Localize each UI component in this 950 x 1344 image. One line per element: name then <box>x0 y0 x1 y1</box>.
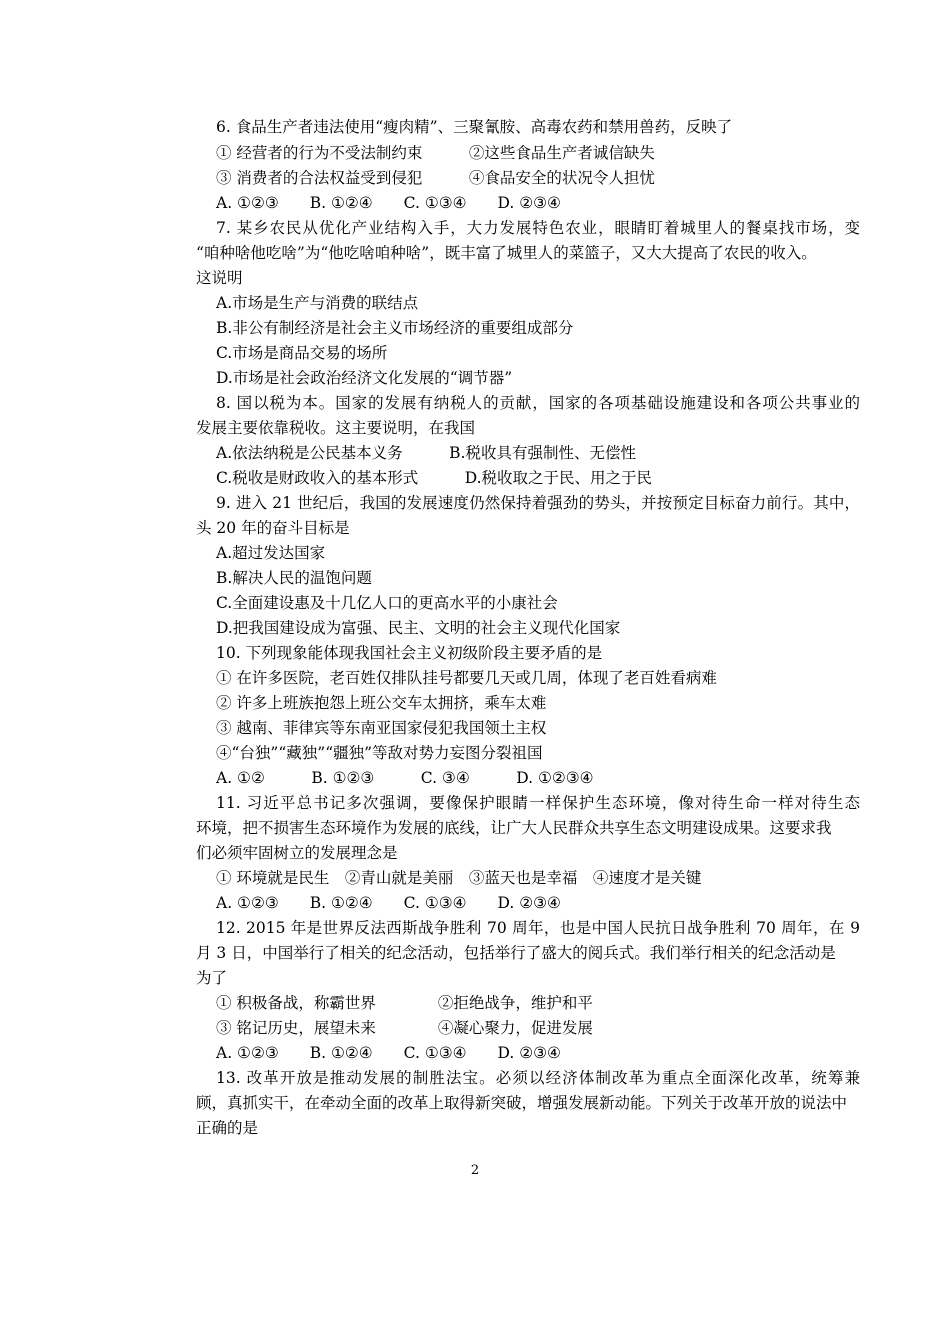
q9-option-a: A.超过发达国家 <box>216 544 326 562</box>
q12-answer-choices: A. ①②③ B. ①②④ C. ①③④ D. ②③④ <box>216 1044 561 1062</box>
q7-option-d: D.市场是社会政治经济文化发展的“调节器” <box>216 369 513 387</box>
q10-item-4: ④“台独”“藏独”“疆独”等敌对势力妄图分裂祖国 <box>216 744 543 762</box>
question-7-stem-line-2: “咱种啥他吃啥”为“他吃啥咱种啥”，既丰富了城里人的菜篮子，又大大提高了农民的收入。 <box>196 244 817 262</box>
question-7-stem-line-1: 7. 某乡农民从优化产业结构入手，大力发展特色农业，眼睛盯着城里人的餐桌找市场，变 <box>216 219 860 237</box>
question-13-stem-line-1: 13. 改革开放是推动发展的制胜法宝。必须以经济体制改革为重点全面深化改革，统筹兼 <box>216 1069 860 1087</box>
question-7-stem-line-3: 这说明 <box>196 269 243 287</box>
q8-options-ab: A.依法纳税是公民基本义务 B.税收具有强制性、无偿性 <box>216 444 636 462</box>
question-12-stem-line-1: 12. 2015 年是世界反法西斯战争胜利 70 周年，也是中国人民抗日战争胜利 70 周年，在 9 <box>216 919 860 937</box>
q9-option-b: B.解决人民的温饱问题 <box>216 569 372 587</box>
question-8-stem-line-2: 发展主要依靠税收。这主要说明，在我国 <box>196 419 476 437</box>
q11-items: ① 环境就是民生 ②青山就是美丽 ③蓝天也是幸福 ④速度才是关键 <box>216 869 702 887</box>
q12-option-row-1: ① 积极备战，称霸世界 ②拒绝战争，维护和平 <box>216 994 593 1012</box>
question-12-stem-line-3: 为了 <box>196 969 228 987</box>
q10-item-3: ③ 越南、菲律宾等东南亚国家侵犯我国领土主权 <box>216 719 547 737</box>
q10-item-2: ② 许多上班族抱怨上班公交车太拥挤，乘车太难 <box>216 694 547 712</box>
question-11-stem-line-1: 11. 习近平总书记多次强调，要像保护眼睛一样保护生态环境，像对待生命一样对待生态 <box>216 794 860 812</box>
page-number: 2 <box>470 1163 480 1178</box>
question-13-stem-line-3: 正确的是 <box>196 1119 259 1137</box>
question-12-stem-line-2: 月 3 日，中国举行了相关的纪念活动，包括举行了盛大的阅兵式。我们举行相关的纪念活动是 <box>196 944 836 962</box>
q9-option-d: D.把我国建设成为富强、民主、文明的社会主义现代化国家 <box>216 619 621 637</box>
question-11-stem-line-3: 们必须牢固树立的发展理念是 <box>196 844 398 862</box>
q7-option-c: C.市场是商品交易的场所 <box>216 344 388 362</box>
q7-option-b: B.非公有制经济是社会主义市场经济的重要组成部分 <box>216 319 574 337</box>
q9-option-c: C.全面建设惠及十几亿人口的更高水平的小康社会 <box>216 594 558 612</box>
question-9-stem-line-1: 9. 进入 21 世纪后，我国的发展速度仍然保持着强劲的势头，并按预定目标奋力前行。其中， <box>216 494 860 512</box>
q12-option-row-2: ③ 铭记历史，展望未来 ④凝心聚力，促进发展 <box>216 1019 593 1037</box>
question-8-stem-line-1: 8. 国以税为本。国家的发展有纳税人的贡献，国家的各项基础设施建设和各项公共事业的 <box>216 394 860 412</box>
q10-answer-choices: A. ①② B. ①②③ C. ③④ D. ①②③④ <box>216 769 594 787</box>
q11-answer-choices: A. ①②③ B. ①②④ C. ①③④ D. ②③④ <box>216 894 561 912</box>
q6-option-row-1: ① 经营者的行为不受法制约束 ②这些食品生产者诚信缺失 <box>216 144 655 162</box>
q8-options-cd: C.税收是财政收入的基本形式 D.税收取之于民、用之于民 <box>216 469 653 487</box>
question-13-stem-line-2: 顾，真抓实干，在牵动全面的改革上取得新突破，增强发展新动能。下列关于改革开放的说法中 <box>196 1094 848 1112</box>
question-6-stem: 6. 食品生产者违法使用“瘦肉精”、三聚氰胺、高毒农药和禁用兽药，反映了 <box>216 118 733 136</box>
question-9-stem-line-2: 头 20 年的奋斗目标是 <box>196 519 350 537</box>
question-11-stem-line-2: 环境，把不损害生态环境作为发展的底线，让广大人民群众共享生态文明建设成果。这要求我 <box>196 819 832 837</box>
question-10-stem: 10. 下列现象能体现我国社会主义初级阶段主要矛盾的是 <box>216 644 603 662</box>
q7-option-a: A.市场是生产与消费的联结点 <box>216 294 419 312</box>
q6-option-row-2: ③ 消费者的合法权益受到侵犯 ④食品安全的状况令人担忧 <box>216 169 655 187</box>
q10-item-1: ① 在许多医院，老百姓仅排队挂号都要几天或几周，体现了老百姓看病难 <box>216 669 717 687</box>
q6-answer-choices: A. ①②③ B. ①②④ C. ①③④ D. ②③④ <box>216 194 561 212</box>
